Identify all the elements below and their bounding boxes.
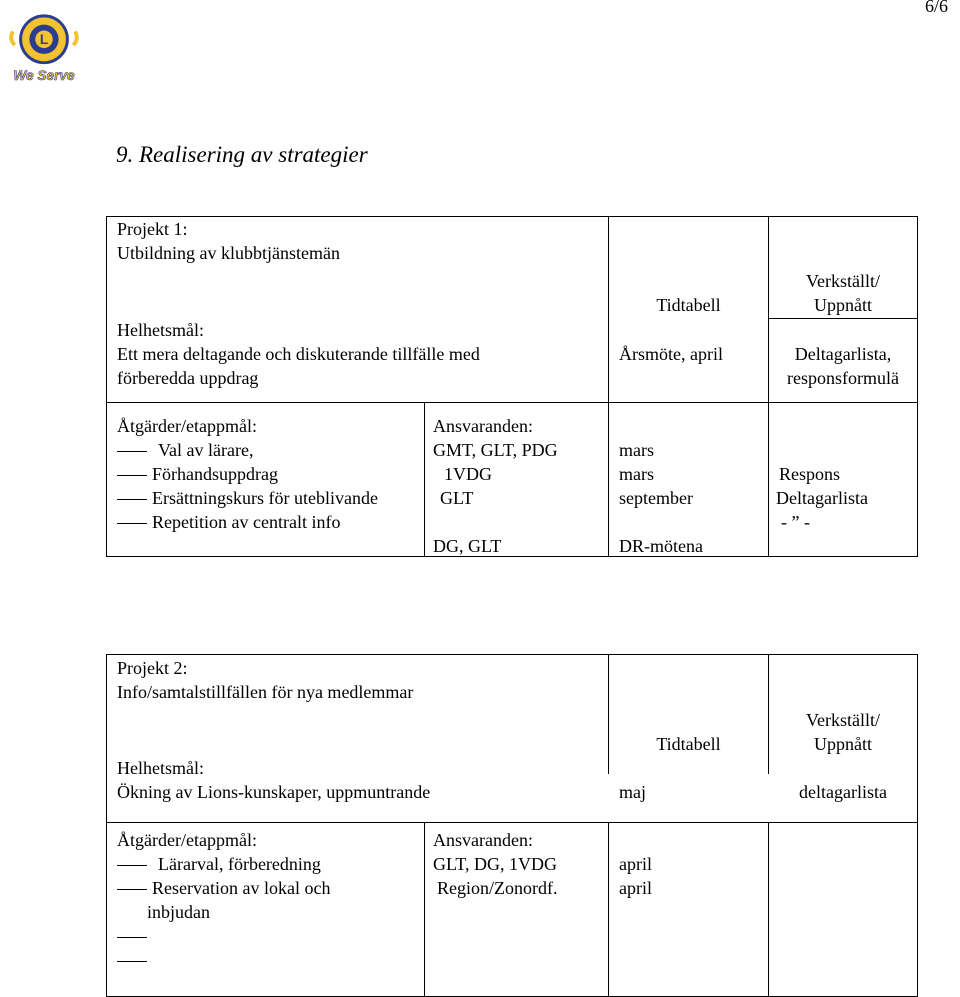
project1-schedule-header: Tidtabell bbox=[656, 295, 721, 315]
project1-responsible-label: Ansvaranden: bbox=[433, 416, 533, 436]
project2-goal-line1: Ökning av Lions-kunskaper, uppmuntrande bbox=[117, 782, 431, 802]
svg-text:L: L bbox=[39, 32, 49, 48]
project2-done-header-1: Verkställt/ bbox=[806, 710, 880, 730]
project2-responsible-1: GLT, DG, 1VDG bbox=[433, 854, 557, 874]
project2-title: Info/samtalstillfällen för nya medlemmar bbox=[117, 682, 414, 702]
project1-date-4: DR-mötena bbox=[619, 536, 703, 556]
project1-action-2: Förhandsuppdrag bbox=[152, 464, 278, 484]
lions-logo bbox=[5, 12, 83, 90]
project1-responsible-3: GLT bbox=[440, 488, 474, 508]
project2-done-value: deltagarlista bbox=[799, 782, 887, 802]
project1-date-3: september bbox=[619, 488, 693, 508]
project1-actions-label: Åtgärder/etappmål: bbox=[117, 416, 257, 436]
project1-done-header-1: Verkställt/ bbox=[806, 271, 880, 291]
project1-done-value-1: Deltagarlista, bbox=[794, 344, 892, 364]
project1-date-1: mars bbox=[619, 440, 654, 460]
project2-action-2: Reservation av lokal och bbox=[152, 878, 331, 898]
project1-done-header-2: Uppnått bbox=[814, 295, 872, 315]
project2-date-2: april bbox=[619, 878, 652, 898]
project1-responsible-2: 1VDG bbox=[444, 464, 492, 484]
project2-schedule-header: Tidtabell bbox=[656, 734, 721, 754]
project1-goal-line2: förberedda uppdrag bbox=[117, 368, 259, 388]
project2-responsible-2: Region/Zonordf. bbox=[437, 878, 558, 898]
project2-goal-label: Helhetsmål: bbox=[117, 758, 204, 778]
project1-done-value-2: responsformulä bbox=[787, 368, 899, 388]
project2-done-header-2: Uppnått bbox=[814, 734, 872, 754]
project1-action-4: Repetition av centralt info bbox=[152, 512, 341, 532]
project2-action-1: Lärarval, förberedning bbox=[158, 854, 321, 874]
project1-responsible-4: DG, GLT bbox=[433, 536, 502, 556]
project2-action-3: inbjudan bbox=[147, 902, 210, 922]
project1-result-2: Deltagarlista bbox=[776, 488, 868, 508]
project1-goal-line1: Ett mera deltagande och diskuterande tillfälle med bbox=[117, 344, 480, 364]
project1-date-2: mars bbox=[619, 464, 654, 484]
project2-date-1: april bbox=[619, 854, 652, 874]
project1-result-1: Respons bbox=[779, 464, 841, 484]
project2-responsible-label: Ansvaranden: bbox=[433, 830, 533, 850]
project2-label: Projekt 2: bbox=[117, 658, 188, 678]
project1-goal-label: Helhetsmål: bbox=[117, 320, 204, 340]
project1-title: Utbildning av klubbtjänstemän bbox=[117, 243, 340, 263]
project2-schedule-value: maj bbox=[619, 782, 646, 802]
project1-result-3: - ” - bbox=[781, 512, 810, 532]
logo-text: We Serve bbox=[13, 68, 75, 84]
page-number: 6/6 bbox=[924, 0, 948, 16]
project1-action-3: Ersättningskurs för uteblivande bbox=[152, 488, 378, 508]
section-heading: 9. Realisering av strategier bbox=[116, 142, 368, 167]
project1-schedule-value: Årsmöte, april bbox=[619, 344, 723, 364]
project1-responsible-1: GMT, GLT, PDG bbox=[433, 440, 558, 460]
project2-actions-label: Åtgärder/etappmål: bbox=[117, 830, 257, 850]
project1-label: Projekt 1: bbox=[117, 219, 188, 239]
project1-action-1: Val av lärare, bbox=[158, 440, 254, 460]
